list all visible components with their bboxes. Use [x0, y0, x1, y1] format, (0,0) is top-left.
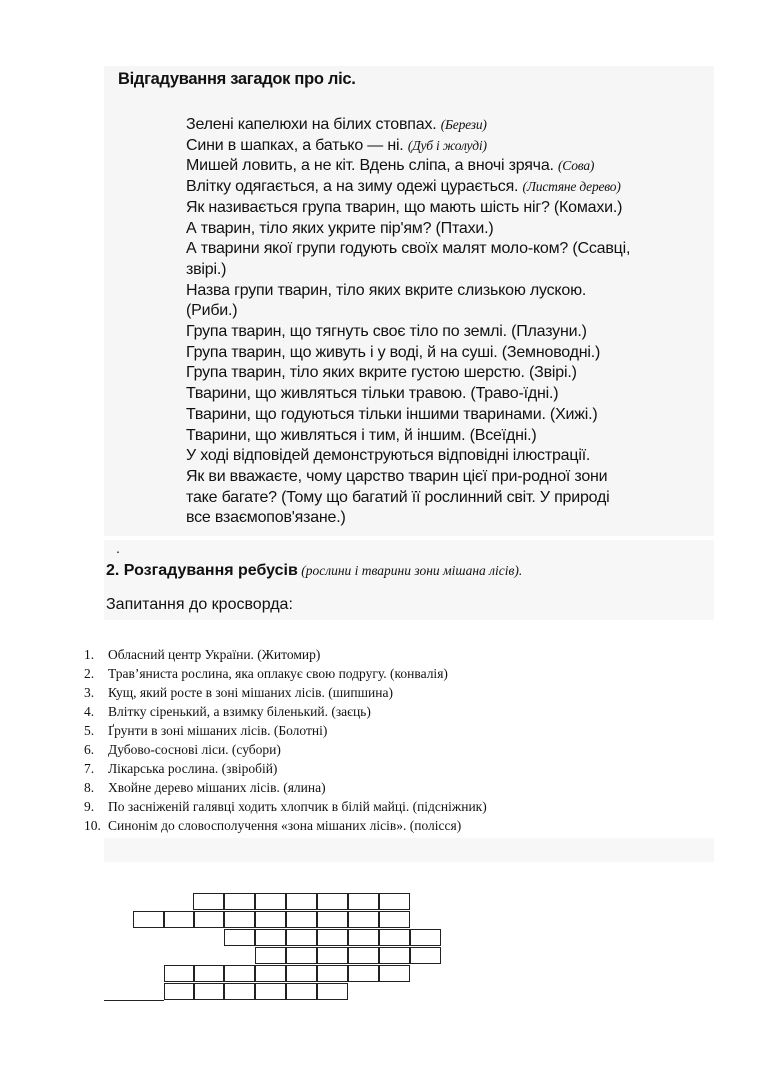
question-number: 2. [84, 666, 95, 681]
crossword-cell[interactable] [224, 893, 255, 910]
crossword-cell[interactable] [193, 893, 224, 910]
crossword-cell[interactable] [255, 893, 286, 910]
riddle-line [186, 301, 716, 322]
page-title: Відгадування загадок про ліс. [118, 70, 356, 88]
crossword-cell[interactable] [286, 965, 317, 982]
crossword-cell[interactable] [164, 965, 195, 982]
riddle-answer: (Сова) [558, 158, 595, 174]
question-item [84, 721, 487, 740]
question-text: Влітку сіренький, а взимку біленький. (заєць) [108, 704, 371, 719]
riddle-text: таке багате? (Тому що багатий її рослинний світ. У природі [186, 488, 610, 506]
question-item [84, 664, 487, 683]
riddle-text: Назва групи тварин, тіло яких вкрите слизькою лускою. [186, 281, 587, 299]
crossword-cell[interactable] [410, 947, 441, 964]
crossword-cell[interactable] [193, 911, 224, 928]
question-text: Хвойне дерево мішаних лісів. (ялина) [108, 780, 326, 795]
footer-shade [104, 838, 714, 862]
crossword-cell[interactable] [286, 947, 317, 964]
riddle-line [186, 136, 716, 157]
riddle-line [186, 426, 716, 447]
riddle-answer: (Листяне дерево) [522, 179, 621, 195]
riddle-text: Тварини, що живляться і тим, й іншим. (Всеїдні.) [186, 426, 537, 444]
riddle-line [186, 156, 716, 177]
question-number: 4. [84, 704, 95, 719]
crossword-cell[interactable] [255, 929, 286, 946]
crossword-cell[interactable] [255, 911, 286, 928]
riddle-answer: (Дуб і жолуді) [407, 137, 487, 153]
crossword-cell[interactable] [317, 947, 348, 964]
riddle-line [186, 219, 716, 240]
crossword-cell[interactable] [224, 911, 255, 928]
riddle-line [186, 467, 716, 488]
crossword-cell[interactable] [348, 929, 379, 946]
question-item [84, 683, 487, 702]
crossword-cell[interactable] [286, 929, 317, 946]
question-number: 8. [84, 780, 95, 795]
riddle-line [186, 260, 716, 281]
crossword-cell[interactable] [348, 911, 379, 928]
riddle-text: Влітку одягається, а на зиму одежі цурається. [186, 178, 523, 196]
riddle-text: А тварини якої групи годують своїх малят моло-ком? (Ссавці, [186, 240, 631, 258]
section2-title: 2. Розгадування ребусів [106, 562, 298, 579]
riddle-line [186, 343, 716, 364]
question-number: 6. [84, 742, 95, 757]
riddle-text: У ході відповідей демонструються відповідні ілюстрації. [186, 447, 591, 465]
crossword-cell[interactable] [164, 911, 195, 928]
riddle-line [186, 322, 716, 343]
riddle-text: звірі.) [186, 260, 227, 278]
question-text: Обласний центр України. (Житомир) [108, 647, 321, 662]
riddle-text: Як називається група тварин, що мають шість ніг? (Комахи.) [186, 198, 623, 216]
question-text: Лікарська рослина. (звіробій) [108, 761, 278, 776]
riddle-text: Група тварин, що живуть і у воді, й на суші. (Земноводні.) [186, 343, 601, 361]
riddle-text: Як ви вважаєте, чому царство тварин цієї при-родної зони [186, 467, 608, 485]
crossword-cell[interactable] [379, 947, 410, 964]
question-number: 7. [84, 761, 95, 776]
riddle-line [186, 488, 716, 509]
riddles-list [186, 115, 716, 529]
crossword-cell[interactable] [193, 965, 224, 982]
question-text: Синонім до словосполучення «зона мішаних лісів». (полісся) [108, 818, 462, 833]
crossword-cell[interactable] [379, 965, 410, 982]
crossword-baseline [104, 1000, 164, 1001]
riddle-text: Тварини, що годуються тільки іншими тваринами. (Хижі.) [186, 405, 598, 423]
question-item [84, 645, 487, 664]
crossword-cell[interactable] [224, 983, 255, 1000]
questions-heading: Запитання до кросворда: [106, 596, 293, 613]
crossword-cell[interactable] [317, 911, 348, 928]
riddle-line [186, 508, 716, 529]
question-number: 3. [84, 685, 95, 700]
question-text: Кущ, який росте в зоні мішаних лісів. (шипшина) [108, 685, 393, 700]
separator-dot: . [116, 540, 120, 556]
question-text: По засніженій галявці ходить хлопчик в білій майці. (підсніжник) [108, 799, 487, 814]
question-item [84, 702, 487, 721]
crossword-cell[interactable] [317, 893, 348, 910]
crossword-cell[interactable] [410, 929, 441, 946]
section2-heading [106, 562, 522, 580]
questions-list [84, 645, 487, 835]
riddle-text: Зелені капелюхи на білих стовпах. [186, 116, 441, 133]
riddle-text: А тварин, тіло яких укрите пір'ям? (Птахи.) [186, 219, 494, 237]
question-number: 9. [84, 799, 95, 814]
crossword-cell[interactable] [379, 911, 410, 928]
question-item [84, 778, 487, 797]
riddle-text: Сини в шапках, а батько — ні. [186, 136, 408, 154]
riddle-text: Група тварин, що тягнуть своє тіло по землі. (Плазуни.) [186, 323, 587, 341]
riddle-text: (Риби.) [186, 302, 238, 320]
riddle-line [186, 281, 716, 302]
crossword-cell[interactable] [348, 893, 379, 910]
question-number: 1. [84, 647, 95, 662]
section2-note: (рослини і тварини зони мішана лісів). [297, 563, 523, 578]
crossword-cell[interactable] [379, 893, 410, 910]
crossword-cell[interactable] [286, 983, 317, 1000]
crossword-cell[interactable] [224, 929, 255, 946]
crossword-cell[interactable] [255, 965, 286, 982]
question-number: 10. [84, 818, 101, 833]
riddle-text: все взаємопов'язане.) [186, 509, 346, 527]
crossword-cell[interactable] [164, 983, 195, 1000]
riddle-line [186, 384, 716, 405]
question-text: Дубово-соснові ліси. (субори) [108, 742, 281, 757]
riddle-text: Мишей ловить, а не кіт. Вдень сліпа, а вночі зряча. [186, 157, 559, 175]
question-text: Трав’яниста рослина, яка оплакує свою подругу. (конвалія) [108, 666, 448, 681]
crossword-cell[interactable] [286, 893, 317, 910]
riddle-line [186, 446, 716, 467]
riddle-line [186, 198, 716, 219]
crossword-cell[interactable] [224, 965, 255, 982]
question-number: 5. [84, 723, 95, 738]
riddle-line [186, 177, 716, 198]
question-item [84, 816, 487, 835]
crossword-cell[interactable] [348, 947, 379, 964]
riddle-text: Тварини, що живляться тільки травою. (Траво-їдні.) [186, 385, 559, 403]
riddle-text: Група тварин, тіло яких вкрите густою шерстю. (Звірі.) [186, 364, 577, 382]
riddle-line [186, 405, 716, 426]
crossword-cell[interactable] [133, 911, 164, 928]
crossword-cell[interactable] [379, 929, 410, 946]
riddle-line [186, 115, 716, 136]
riddle-line [186, 363, 716, 384]
question-text: Ґрунти в зоні мішаних лісів. (Болотні) [108, 723, 328, 738]
question-item [84, 797, 487, 816]
crossword-cell[interactable] [286, 911, 317, 928]
question-item [84, 740, 487, 759]
crossword-cell[interactable] [193, 983, 224, 1000]
crossword-cell[interactable] [255, 947, 286, 964]
riddle-line [186, 239, 716, 260]
riddle-answer: (Берези) [440, 117, 487, 132]
crossword-cell[interactable] [255, 983, 286, 1000]
crossword-cell[interactable] [317, 929, 348, 946]
crossword-cell[interactable] [317, 983, 348, 1000]
question-item [84, 759, 487, 778]
crossword-cell[interactable] [317, 965, 348, 982]
crossword-cell[interactable] [348, 965, 379, 982]
